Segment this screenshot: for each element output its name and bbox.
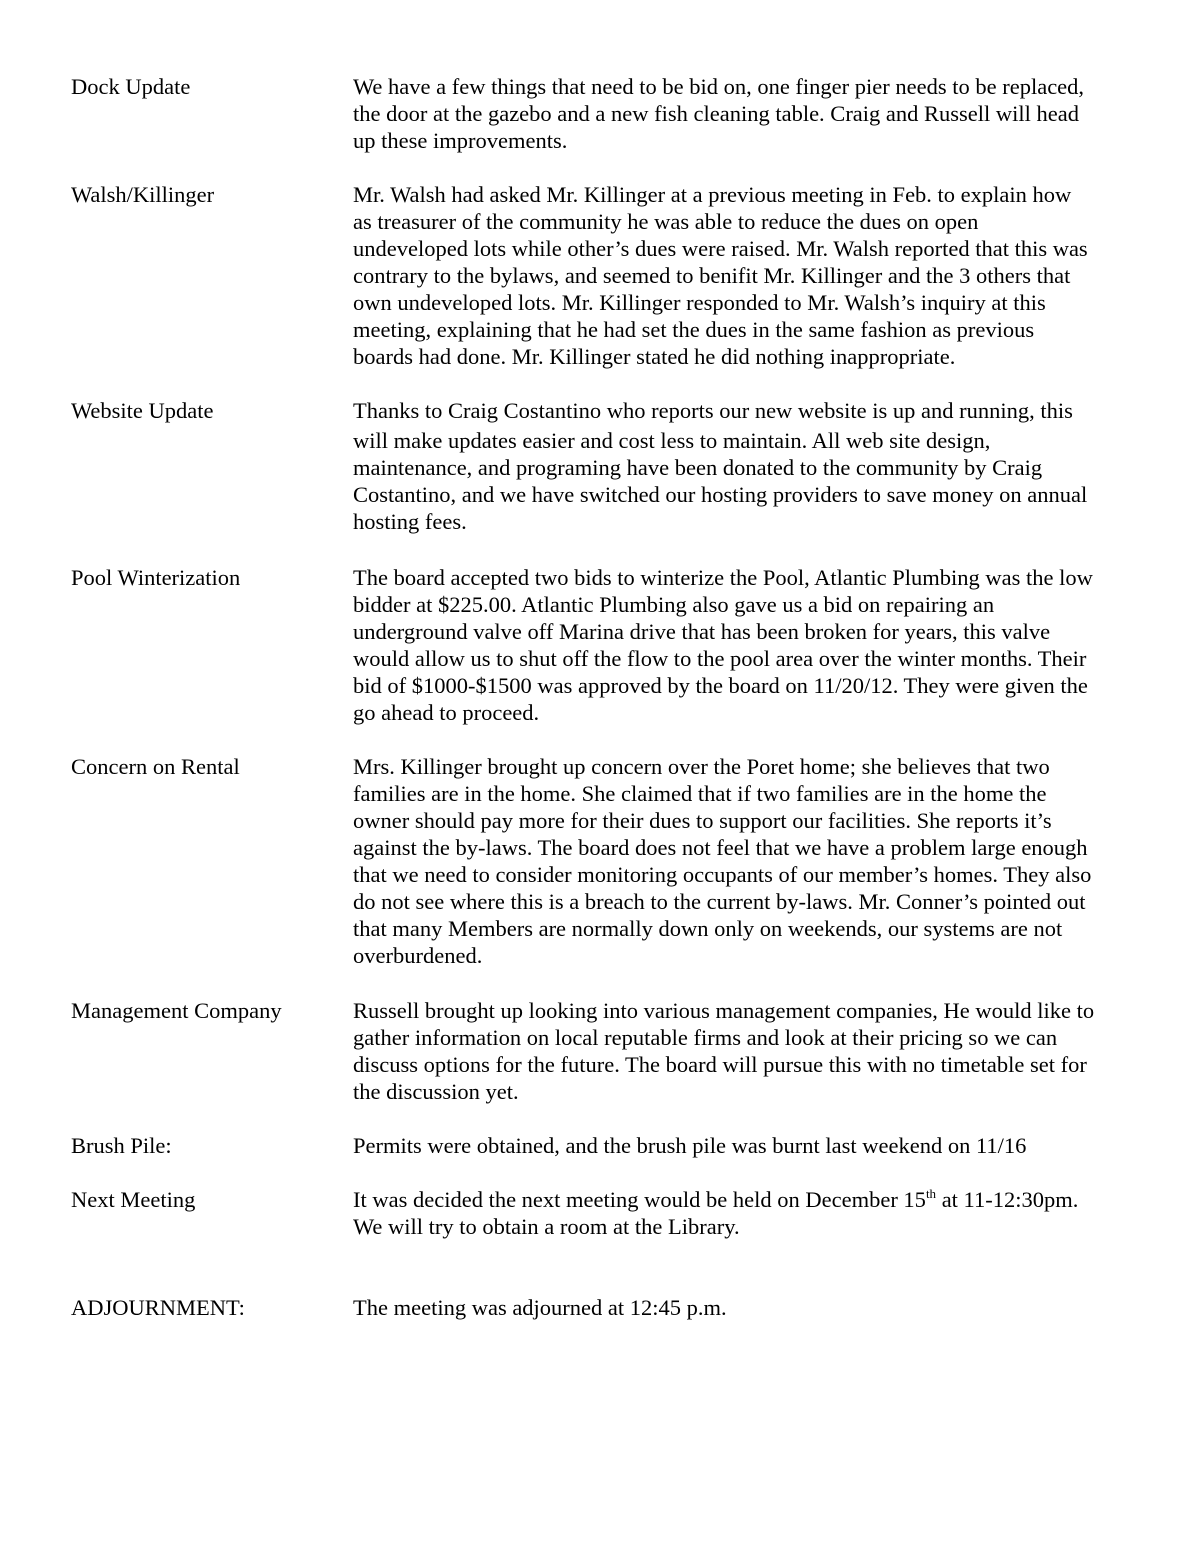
- section-label: Walsh/Killinger: [71, 182, 215, 207]
- text-line: hosting fees.: [353, 509, 467, 534]
- text-line: overburdened.: [353, 943, 483, 968]
- text-line: that we need to consider monitoring occupants of our member’s homes. They also: [353, 862, 1092, 887]
- meeting-time-text: at 11-12:30pm.: [936, 1187, 1079, 1212]
- text-line: Thanks to Craig Costantino who reports our new website is up and running, this: [353, 398, 1073, 423]
- text-line: The board accepted two bids to winterize the Pool, Atlantic Plumbing was the low: [353, 565, 1093, 590]
- section-text: [353, 1294, 1143, 1321]
- text-line: undeveloped lots while other’s dues were raised. Mr. Walsh reported that this was: [353, 236, 1088, 261]
- text-line: against the by-laws. The board does not feel that we have a problem large enough: [353, 835, 1088, 860]
- text-line: as treasurer of the community he was able to reduce the dues on open: [353, 209, 979, 234]
- text-line: will make updates easier and cost less to maintain. All web site design,: [353, 428, 991, 453]
- text-line: maintenance, and programing have been donated to the community by Craig: [353, 455, 1043, 480]
- text-line: discuss options for the future. The board will pursue this with no timetable set for: [353, 1052, 1087, 1077]
- text-line: Mrs. Killinger brought up concern over the Poret home; she believes that two: [353, 754, 1050, 779]
- section-label: Management Company: [71, 998, 282, 1023]
- text-line: We will try to obtain a room at the Library.: [353, 1214, 740, 1239]
- text-line: own undeveloped lots. Mr. Killinger responded to Mr. Walsh’s inquiry at this: [353, 290, 1046, 315]
- section-text: [353, 753, 1143, 969]
- section-label: ADJOURNMENT:: [71, 1295, 245, 1320]
- text-line: [353, 1186, 1143, 1213]
- text-line: Permits were obtained, and the brush pile was burnt last weekend on 11/16: [353, 1133, 1027, 1158]
- section-text: [353, 1132, 1143, 1159]
- text-line: bidder at $225.00. Atlantic Plumbing also gave us a bid on repairing an: [353, 592, 995, 617]
- text-line: go ahead to proceed.: [353, 700, 540, 725]
- section-text: [353, 181, 1143, 370]
- text-line: families are in the home. She claimed that if two families are in the home the: [353, 781, 1047, 806]
- text-line: underground valve off Marina drive that has been broken for years, this valve: [353, 619, 1051, 644]
- section-text: [353, 73, 1143, 154]
- text-line: that many Members are normally down only on weekends, our systems are not: [353, 916, 1063, 941]
- section-label: Concern on Rental: [71, 754, 240, 779]
- text-line: The meeting was adjourned at 12:45 p.m.: [353, 1295, 727, 1320]
- text-line: the door at the gazebo and a new fish cleaning table. Craig and Russell will head: [353, 101, 1080, 126]
- text-line: contrary to the bylaws, and seemed to benifit Mr. Killinger and the 3 others that: [353, 263, 1071, 288]
- section-label: Next Meeting: [71, 1187, 196, 1212]
- section-text: [353, 397, 1143, 535]
- meeting-date-text: It was decided the next meeting would be held on December 15: [353, 1187, 926, 1212]
- text-line: Russell brought up looking into various management companies, He would like to: [353, 998, 1095, 1023]
- text-line: Costantino, and we have switched our hosting providers to save money on annual: [353, 482, 1088, 507]
- text-line: up these improvements.: [353, 128, 568, 153]
- text-line: Mr. Walsh had asked Mr. Killinger at a previous meeting in Feb. to explain how: [353, 182, 1072, 207]
- text-line: bid of $1000-$1500 was approved by the board on 11/20/12. They were given the: [353, 673, 1088, 698]
- section-text: [353, 997, 1143, 1105]
- section-text: [353, 564, 1143, 726]
- ordinal-suffix: th: [925, 1186, 937, 1201]
- text-line: We have a few things that need to be bid on, one finger pier needs to be replaced,: [353, 74, 1085, 99]
- section-label: Website Update: [71, 398, 214, 423]
- text-line: gather information on local reputable firms and look at their pricing so we can: [353, 1025, 1058, 1050]
- section-label: Pool Winterization: [71, 565, 241, 590]
- text-line: do not see where this is a breach to the current by-laws. Mr. Conner’s pointed out: [353, 889, 1086, 914]
- section-label: Brush Pile:: [71, 1133, 172, 1158]
- text-line: would allow us to shut off the flow to the pool area over the winter months. Their: [353, 646, 1087, 671]
- section-label: Dock Update: [71, 74, 191, 99]
- section-text: [353, 1186, 1143, 1240]
- text-line: meeting, explaining that he had set the dues in the same fashion as previous: [353, 317, 1035, 342]
- text-line: boards had done. Mr. Killinger stated he did nothing inappropriate.: [353, 344, 956, 369]
- text-line: owner should pay more for their dues to support our facilities. She reports it’s: [353, 808, 1052, 833]
- text-line: the discussion yet.: [353, 1079, 519, 1104]
